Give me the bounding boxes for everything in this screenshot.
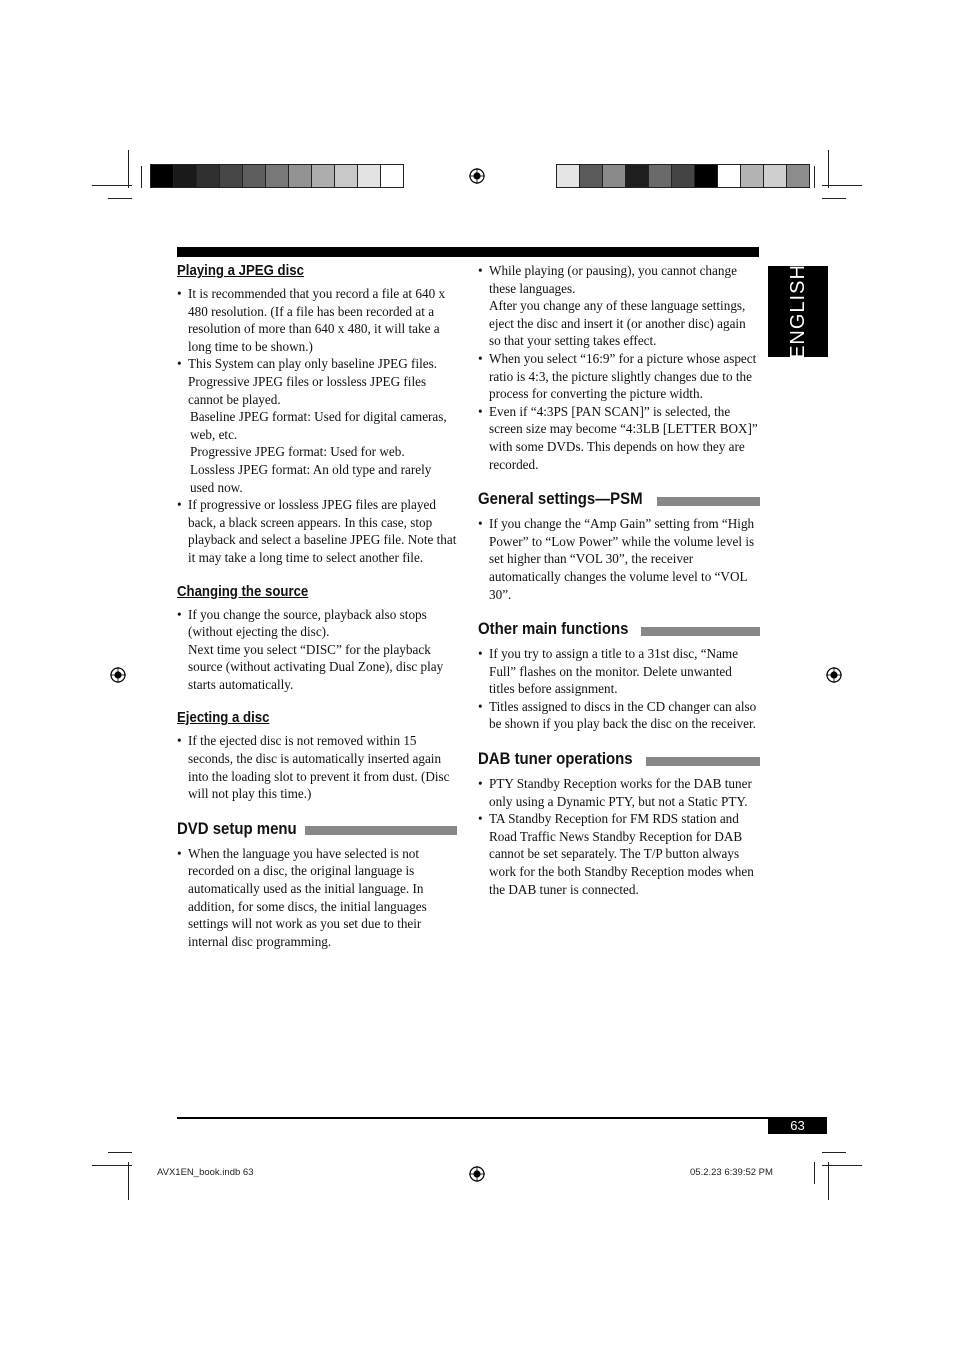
color-swatch — [220, 165, 243, 187]
registration-mark-icon — [826, 667, 842, 683]
list-item: • If progressive or lossless JPEG files are played back, a black screen appears. In this case, stop playback and select a baseline JPEG file. Note that it may take a long time to select another file. — [177, 496, 457, 566]
psm-list — [478, 515, 760, 603]
heading-dvd-setup-menu: DVD setup menu — [177, 819, 457, 839]
eject-list — [177, 732, 457, 802]
list-item: • If the ejected disc is not removed within 15 seconds, the disc is automatically inserted again into the loading slot to prevent it from dust. (Disc will not play this time.) — [177, 732, 457, 802]
color-swatch — [266, 165, 289, 187]
list-item: • If you change the source, playback also stops (without ejecting the disc). Next time you select “DISC” for the playback source (without activating Dual Zone), disc play starts automatically. — [177, 606, 457, 694]
list-item: • TA Standby Reception for FM RDS station and Road Traffic News Standby Reception for DAB cannot be set separately. The T/P button always work for the both Standby Reception modes when the DAB tuner is connected. — [478, 810, 760, 898]
heading-playing-jpeg: Playing a JPEG disc — [177, 262, 304, 279]
color-calibration-bar-right — [556, 164, 810, 188]
color-swatch — [243, 165, 266, 187]
color-calibration-bar-left — [150, 164, 404, 188]
format-note: Baseline JPEG format: Used for digital cameras, web, etc. — [190, 409, 447, 442]
header-rule — [177, 247, 759, 257]
heading-general-settings-psm: General settings—PSM — [478, 489, 760, 509]
color-swatch — [695, 165, 718, 187]
other-list — [478, 645, 760, 733]
format-note: Progressive JPEG format: Used for web. — [190, 444, 405, 460]
page-number: 63 — [768, 1118, 827, 1134]
color-swatch — [787, 165, 809, 187]
color-swatch — [764, 165, 787, 187]
dab-list — [478, 775, 760, 898]
color-swatch — [197, 165, 220, 187]
color-swatch — [358, 165, 381, 187]
source-note: Next time you select “DISC” for the playback source (without activating Dual Zone), disc play starts automatically. — [188, 641, 444, 692]
left-column — [177, 262, 457, 950]
list-item: • PTY Standby Reception works for the DAB tuner only using a Dynamic PTY, but not a Static PTY. — [478, 775, 760, 810]
language-tab: ENGLISH — [768, 266, 828, 357]
heading-dab-tuner-operations: DAB tuner operations — [478, 749, 760, 769]
dvd-continued-list — [478, 262, 760, 473]
color-swatch — [741, 165, 764, 187]
list-item: • When you select “16:9” for a picture whose aspect ratio is 4:3, the picture slightly changes due to the process for converting the picture width. — [478, 350, 760, 403]
list-item: • This System can play only baseline JPEG files. Progressive JPEG files or lossless JPEG files cannot be played. Baseline JPEG format: Used for digital cameras, web, etc. Progressive JPEG format: Used for web. Lossless JPEG format: An old type and rarely used now. — [177, 355, 457, 496]
color-swatch — [312, 165, 335, 187]
color-swatch — [603, 165, 626, 187]
color-swatch — [672, 165, 695, 187]
footer-rule — [177, 1117, 827, 1119]
format-note: Lossless JPEG format: An old type and rarely used now. — [190, 461, 432, 495]
jpeg-list — [177, 285, 457, 567]
list-item: • Titles assigned to discs in the CD changer can also be shown if you play back the disc on the receiver. — [478, 698, 760, 733]
right-column — [478, 262, 760, 898]
color-swatch — [718, 165, 741, 187]
list-item: • If you change the “Amp Gain” setting from “High Power” to “Low Power” while the volume level is set higher than “VOL 30”, the receiver automatically changes the volume level to “VOL 30”. — [478, 515, 760, 603]
registration-mark-icon — [469, 168, 485, 184]
color-swatch — [580, 165, 603, 187]
heading-ejecting-disc: Ejecting a disc — [177, 709, 270, 727]
footer-file-name: AVX1EN_book.indb 63 — [157, 1167, 254, 1178]
list-item: • Even if “4:3PS [PAN SCAN]” is selected, the screen size may become “4:3LB [LETTER BOX]” with some DVDs. This depends on how they are recorded. — [478, 403, 760, 473]
heading-changing-source: Changing the source — [177, 582, 309, 600]
footer-timestamp: 05.2.23 6:39:52 PM — [690, 1167, 773, 1178]
color-swatch — [289, 165, 312, 187]
language-note: After you change any of these language settings, eject the disc and insert it (or another disc) again so that your setting takes effect. — [489, 298, 746, 349]
list-item: • If you try to assign a title to a 31st disc, “Name Full” flashes on the monitor. Delete unwanted titles before assignment. — [478, 645, 760, 698]
list-item: • While playing (or pausing), you cannot change these languages. After you change any of these language settings, eject the disc and insert it (or another disc) again so that your setting takes effect. — [478, 262, 760, 350]
heading-other-main-functions: Other main functions — [478, 619, 760, 639]
color-swatch — [174, 165, 197, 187]
color-swatch — [649, 165, 672, 187]
source-list — [177, 606, 457, 694]
dvd-list — [177, 845, 457, 951]
list-item: • When the language you have selected is not recorded on a disc, the original language is automatically used as the initial language. In addition, for some discs, the initial languages settings will not work as you set due to their internal disc programming. — [177, 845, 457, 951]
color-swatch — [557, 165, 580, 187]
color-swatch — [626, 165, 649, 187]
color-swatch — [151, 165, 174, 187]
color-swatch — [381, 165, 403, 187]
registration-mark-icon — [469, 1166, 485, 1182]
registration-mark-icon — [110, 667, 126, 683]
color-swatch — [335, 165, 358, 187]
list-item: • It is recommended that you record a file at 640 x 480 resolution. (If a file has been recorded at a resolution of more than 640 x 480, it will take a long time to be shown.) — [177, 285, 457, 355]
